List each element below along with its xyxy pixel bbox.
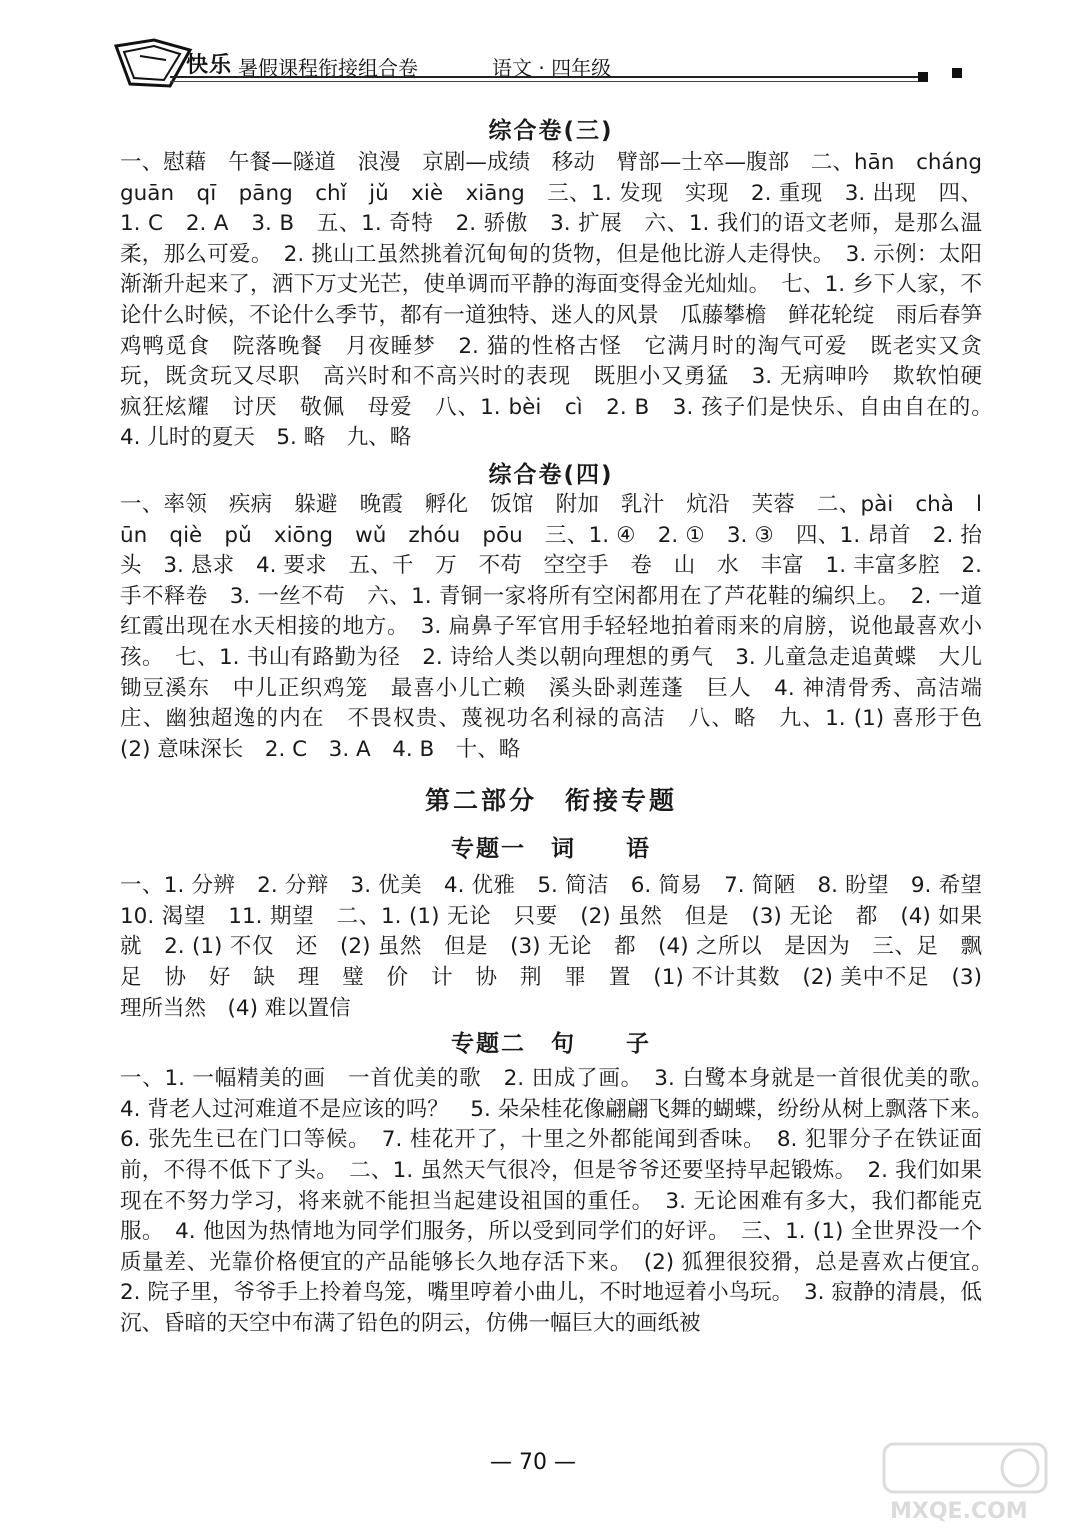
- section-title-3: 综合卷(三): [488, 118, 614, 144]
- page-number: — 70 —: [490, 1450, 576, 1475]
- page-header: [100, 36, 980, 96]
- watermark-logo: [880, 1440, 1050, 1528]
- topic-title-2: 专题二 句 子: [451, 1031, 651, 1058]
- section-title-4: 综合卷(四): [488, 461, 614, 488]
- header-square-decor: [918, 72, 928, 82]
- topic-body-1: 一、1. 分辨 2. 分辩 3. 优美 4. 优雅 5. 简洁 6. 简易 7. 简陋 8. 盼望 9. 希望 10. 渴望 11. 期望 二、1. (1) 无论 只要 (2) 虽然 但是 (3) 无论 都 (4) 如果 就 2. (1) 不仅 还 (2) 虽然 但是 (3) 无论 都 (4) 之所以 是因为 三、足 飘 足 协 好 缺 理 璧 价 计 协 荆 罪 置 (1) 不计其数 (2) 美中不足 (3) 理所当然 (4) 难以置信: [120, 873, 1004, 1021]
- header-square-decor: [952, 68, 962, 78]
- section-body-4: 一、率领 疾病 躲避 晚霞 孵化 饭馆 附加 乳汁 炕沿 芙蓉 二、pài chà lūn qiè pǔ xiōng wǔ zhóu pōu 三、1. ④ 2. ① 3. ③ 四、1. 昂首 2. 抬头 3. 恳求 4. 要求 五、千 万 不苟 空空手 卷 山 水 丰富 1. 丰富多腔 2. 手不释卷 3. 一丝不苟 六、1. 青铜一家将所有空闲都用在了芦花鞋的编织上。 2. 一道红霞出现在水天相接的地方。 3. 扁鼻子军官用手轻轻地拍着雨来的肩膀，说他最喜欢小孩。 七、1. 书山有路勤为径 2. 诗给人类以朝向理想的勇气 3. 儿童急走追黄蝶 大儿锄豆溪东 中儿正织鸡笼 最喜小儿亡赖 溪头卧剥莲蓬 巨人 4. 神清骨秀、高洁端庄、幽独超逸的内在 不畏权贵、蔑视功名利禄的高洁 八、略 九、1. (1) 喜形于色 (2) 意味深长 2. C 3. A 4. B 十、略: [120, 491, 1004, 762]
- part-title: 第二部分 衔接专题: [424, 786, 677, 816]
- answer-content: [120, 112, 1004, 1340]
- header-rule: [170, 76, 926, 78]
- book-logo-icon: [110, 36, 196, 92]
- header-rule-thin: [170, 81, 926, 82]
- brand-name: 快乐: [186, 53, 233, 78]
- topic-title-1: 专题一 词 语: [451, 836, 651, 863]
- section-body-3: 一、慰藉 午餐—隧道 浪漫 京剧—成绩 移动 臂部—士卒—腹部 二、hān cháng guān qī pāng chǐ jǔ xiè xiāng 三、1. 发现 实现 2. 重现 3. 出现 四、1. C 2. A 3. B 五、1. 奇特 2. 骄傲 3. 扩展 六、1. 我们的语文老师，是那么温柔，那么可爱。 2. 挑山工虽然挑着沉甸甸的货物，但是他比游人走得快。 3. 示例：太阳渐渐升起来了，洒下万丈光芒，使单调而平静的海面变得金光灿灿。 七、1. 乡下人家，不论什么时候，不论什么季节，都有一道独特、迷人的风景 瓜藤攀檐 鲜花轮绽 雨后春笋 鸡鸭觅食 院落晚餐 月夜睡梦 2. 猫的性格古怪 它满月时的淘气可爱 既老实又贪玩，既贪玩又尽职 高兴时和不高兴时的表现 既胆小又勇猛 3. 无病呻吟 欺软怕硬 疯狂炫耀 讨厌 敬佩 母爱 八、1. bèi cì 2. B 3. 孩子们是快乐、自由自在的。 4. 儿时的夏天 5. 略 九、略: [120, 150, 1004, 451]
- watermark-text: MXQE.COM: [890, 1499, 1028, 1524]
- series-title: 暑假课程衔接组合卷: [238, 56, 418, 80]
- topic-body-2: 一、1. 一幅精美的画 一首优美的歌 2. 田成了画。 3. 白鹭本身就是一首很优美的歌。 4. 背老人过河难道不是应该的吗？ 5. 朵朵桂花像翩翩飞舞的蝴蝶，纷纷从树上飘落下来。 6. 张先生已在门口等候。 7. 桂花开了，十里之外都能闻到香味。 8. 犯罪分子在铁证面前，不得不低下了头。 二、1. 虽然天气很冷，但是爷爷还要坚持早起锻炼。 2. 我们如果现在不努力学习，将来就不能担当起建设祖国的重任。 3. 无论困难有多大，我们都能克服。 4. 他因为热情地为同学们服务，所以受到同学们的好评。 三、1. (1) 全世界没一个质量差、光靠价格便宜的产品能够长久地存活下来。 (2) 狐狸很狡猾，总是喜欢占便宜。 2. 院子里，爷爷手上拎着鸟笼，嘴里哼着小曲儿，不时地逗着小鸟玩。 3. 寂静的清晨，低沉、昏暗的天空中布满了铅色的阴云，仿佛一幅巨大的画纸被: [120, 1066, 1004, 1336]
- subject-grade: 语文 · 四年级: [492, 56, 612, 80]
